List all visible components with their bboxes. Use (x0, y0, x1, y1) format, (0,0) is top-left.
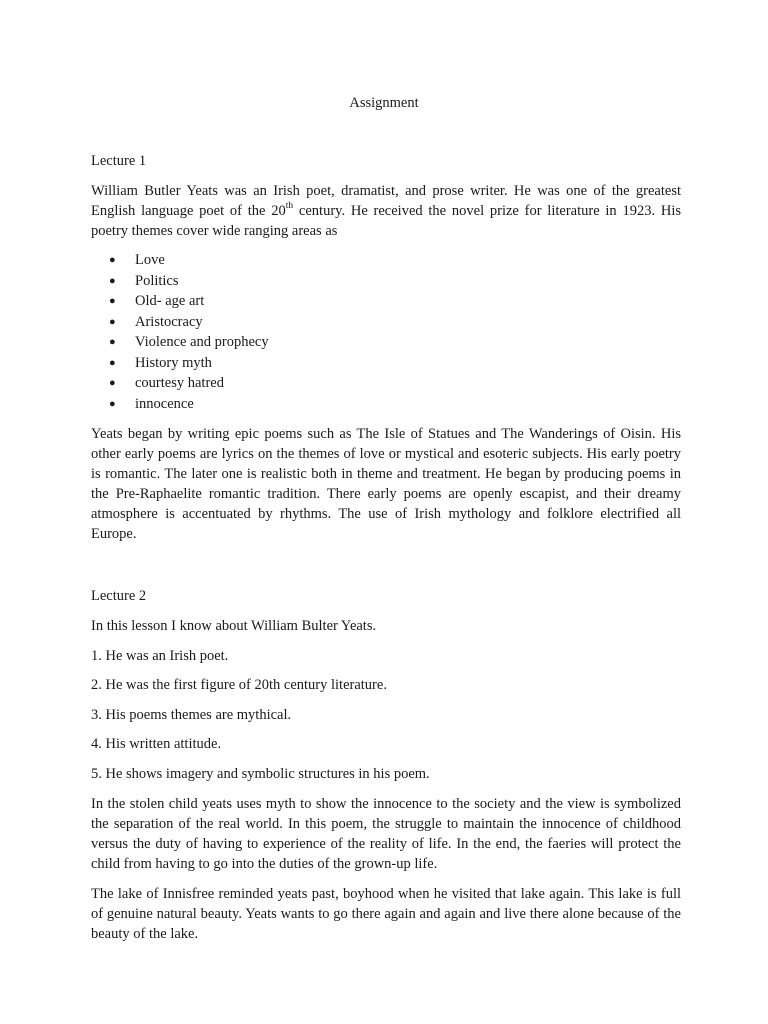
document-title: Assignment (349, 95, 419, 111)
list-item: 1. He was an Irish poet. (91, 647, 229, 664)
lecture-1-intro-superscript: th (285, 201, 294, 212)
lecture-2-points (91, 646, 681, 784)
bullet-icon: ● (109, 295, 116, 307)
lecture-1-intro-part1: William Butler Yeats was an Irish poet, dramatist, and prose writer. He was one of the greatest English language poet of the 20 (91, 183, 681, 219)
themes-list (91, 250, 681, 414)
bullet-icon: ● (109, 315, 116, 328)
list-item: 3. His poems themes are mythical. (91, 706, 292, 723)
bullet-icon: ● (109, 274, 116, 287)
list-item: 4. His written attitude. (91, 736, 222, 752)
list-item: 2. He was the first figure of 20th century literature. (91, 677, 387, 693)
bullet-icon: ● (109, 377, 116, 389)
list-item: ● Violence and prophecy (91, 332, 681, 353)
bullet-icon: ● (109, 356, 116, 369)
lecture-1-paragraph: Yeats began by writing epic poems such as The Isle of Statues and The Wanderings of Oisin. His other early poems are lyrics on the themes of love or mystical and esoteric subjects. His early poetry is romantic. The later one is realistic both in theme and treatment. He began by producing poems in the Pre-Raphaelite romantic tradition. There early poems are openly escapist, and their dreamy atmosphere is accentuated by rhythms. The use of Irish mythology and folklore electrified all Europe. (91, 426, 681, 542)
bullet-icon: ● (109, 397, 116, 410)
lecture-2-intro: In this lesson I know about William Bulter Yeats. (91, 618, 377, 634)
bullet-icon: ● (109, 254, 116, 266)
list-item: ● Love (91, 250, 681, 271)
lecture-2-paragraph-2: The lake of Innisfree reminded yeats past, boyhood when he visited that lake again. This lake is full of genuine natural beauty. Yeats wants to go there again and again and live there alone because of the beauty of the lake. (91, 885, 681, 942)
lecture-1-intro-part2: century. He received the novel prize for literature in 1923. His poetry themes cover wide ranging areas as (91, 203, 681, 239)
list-item: ● Aristocracy (91, 312, 681, 333)
list-item: ● innocence (91, 394, 681, 415)
lecture-1-heading: Lecture 1 (91, 153, 147, 169)
list-item: ● Politics (91, 271, 681, 292)
lecture-2-heading: Lecture 2 (91, 588, 147, 604)
list-item: 5. He shows imagery and symbolic structures in his poem. (91, 765, 430, 782)
lecture-1-intro (91, 181, 681, 241)
list-item: ● courtesy hatred (91, 373, 681, 394)
list-item: ● Old- age art (91, 291, 681, 312)
bullet-icon: ● (109, 336, 116, 348)
list-item: ● History myth (91, 353, 681, 374)
lecture-2-paragraph-1: In the stolen child yeats uses myth to show the innocence to the society and the view is symbolized the separation of the real world. In this poem, the struggle to maintain the innocence of childhood versus the duty of having to experience of the reality of life. In the end, the faeries will protect the child from having to go into the duties of the grown-up life. (91, 795, 681, 872)
document-body (91, 151, 681, 944)
